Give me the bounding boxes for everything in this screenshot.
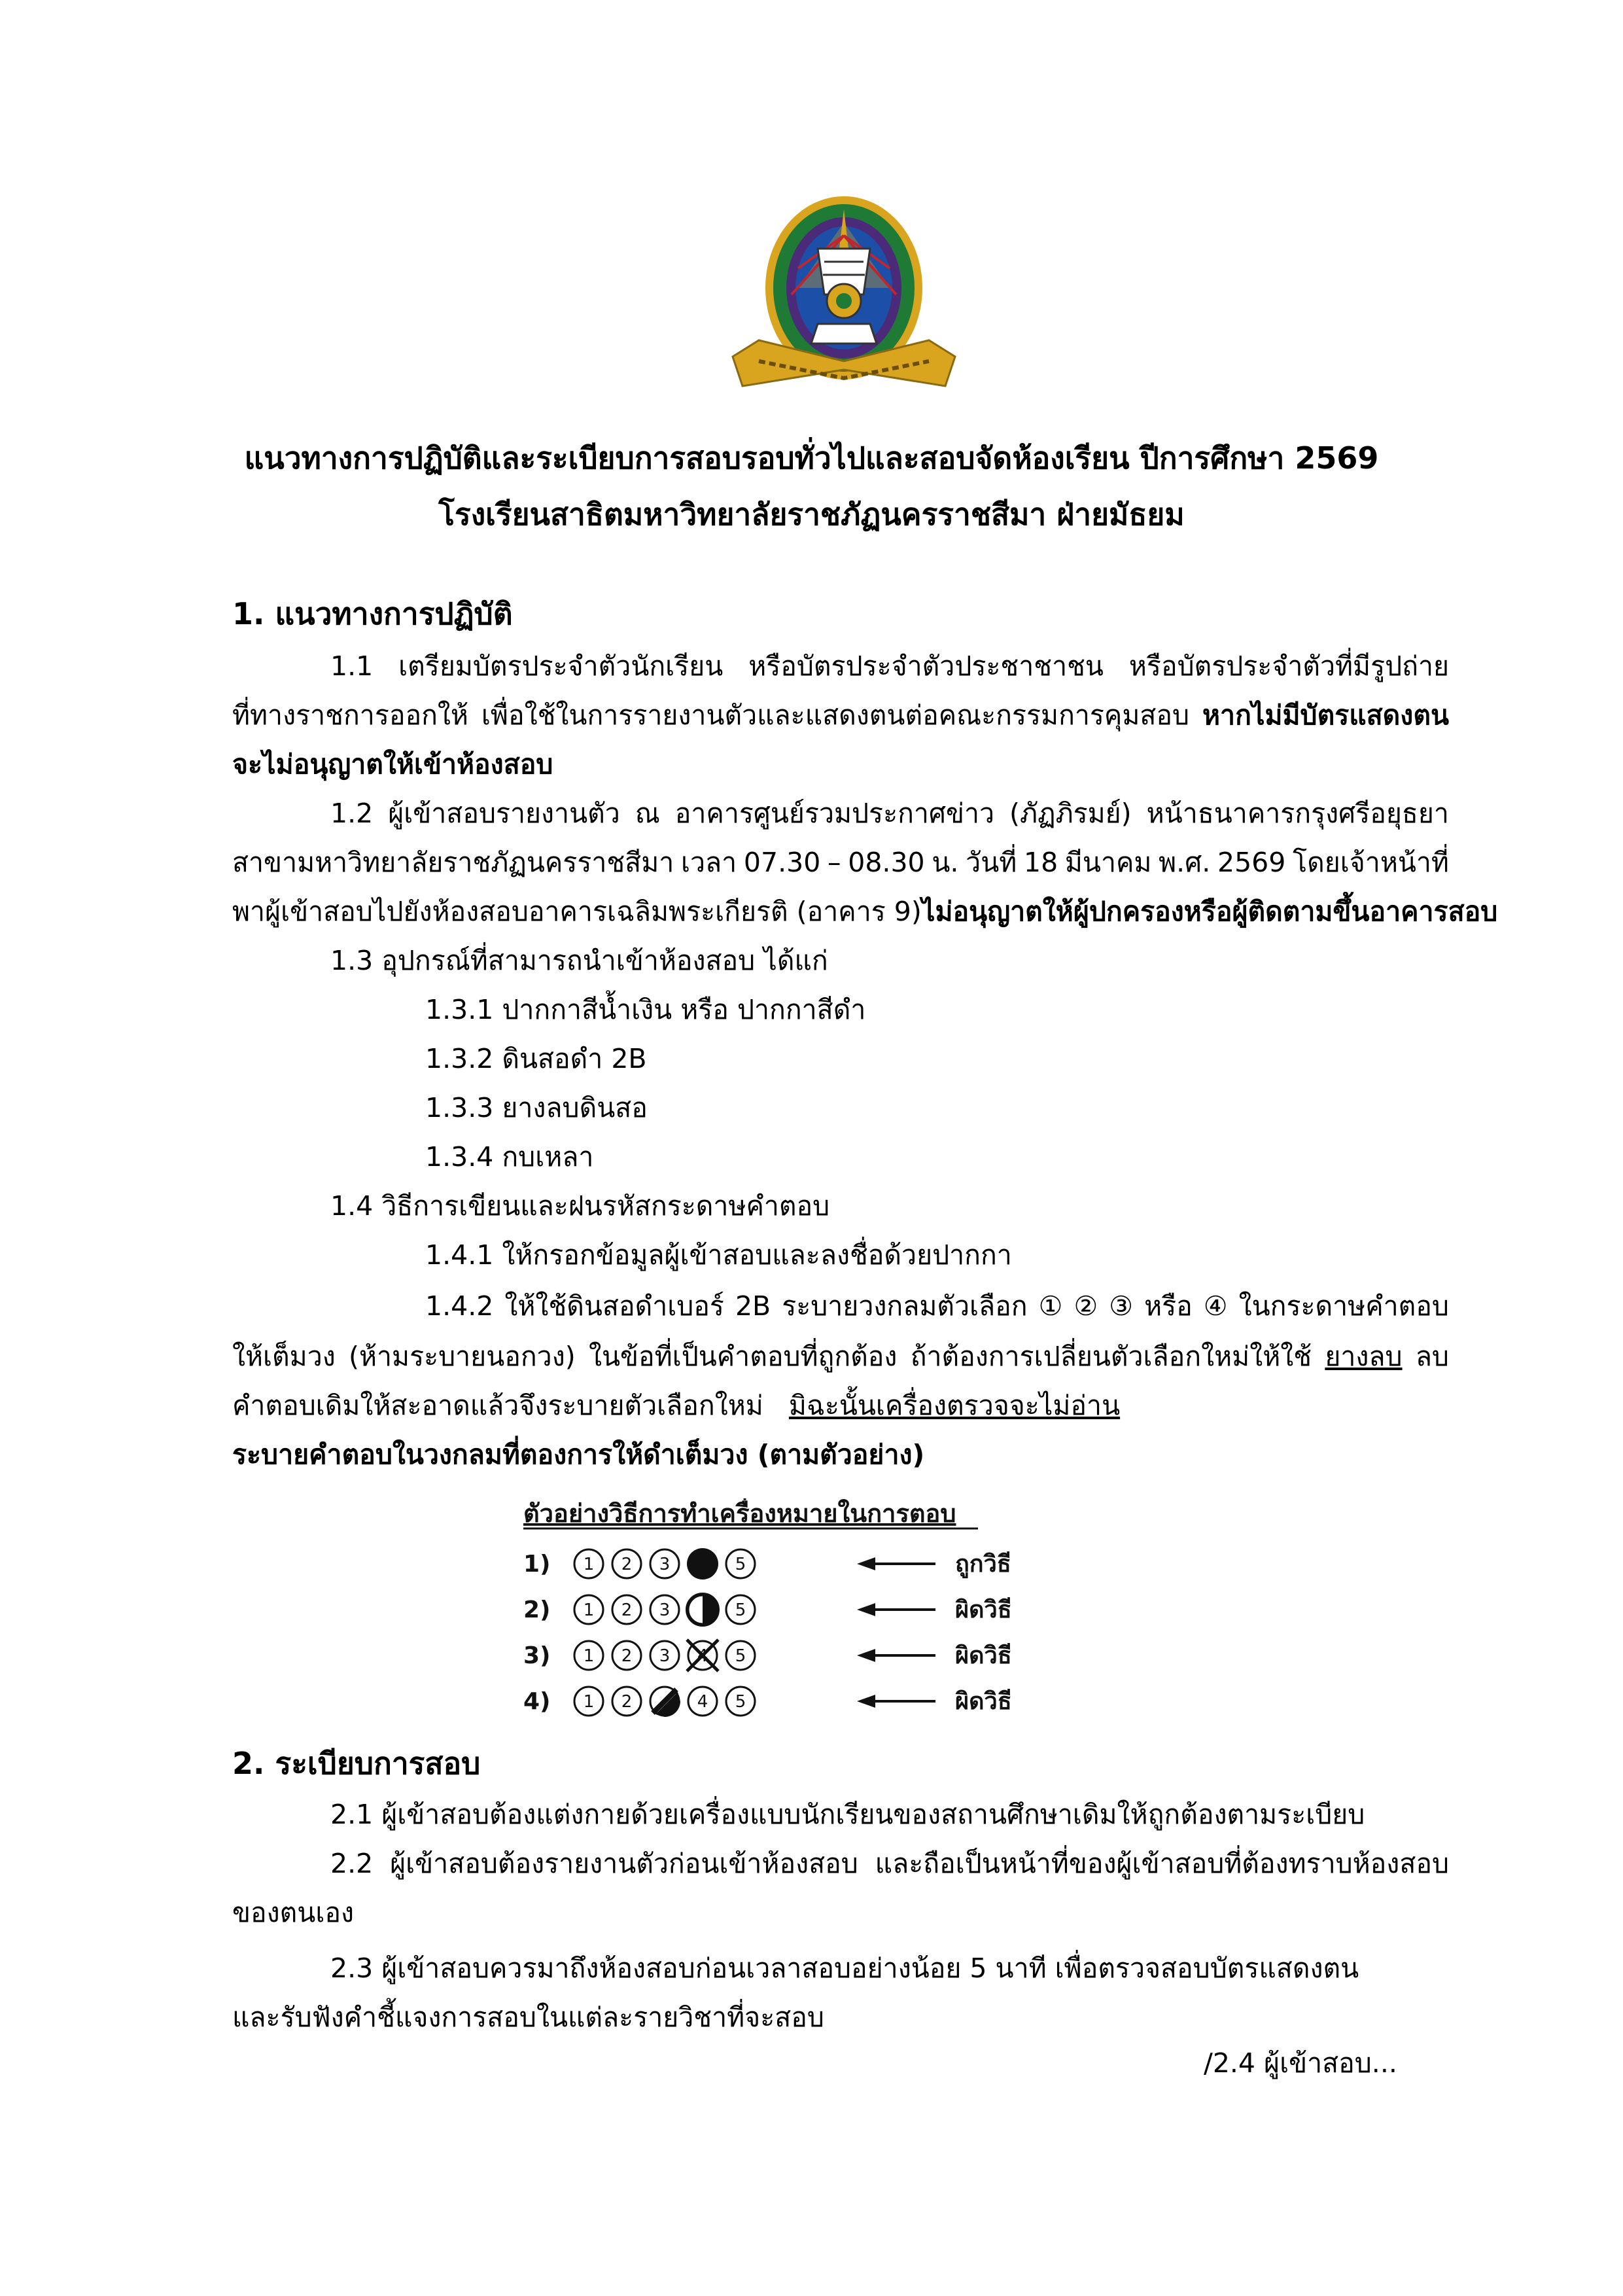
word: โดยเจ้าหน้าที่ (1293, 847, 1449, 878)
word: วันที่ (966, 847, 1017, 878)
university-seal-logo (720, 190, 968, 432)
word: เตรียมบัตรประจำตัวนักเรียน (398, 650, 724, 682)
bubble-number: 5 (735, 1600, 746, 1620)
word: 18 (1023, 847, 1058, 878)
word: พ.ศ. (1159, 847, 1211, 878)
word: ในกระดาษคำตอบ (1238, 1290, 1449, 1322)
arrow-left-icon (857, 1649, 875, 1662)
list-item-1-4-2-line-1 (425, 1288, 1449, 1324)
bubble-number: 4 (697, 1646, 708, 1666)
word: ผู้เข้าสอบรายงานตัว (388, 798, 620, 829)
word: (ภัฏภิรมย์) (1009, 798, 1132, 829)
word: 1.1 (330, 650, 374, 682)
word: หรือ (1144, 1290, 1193, 1322)
word: ให้ใช้ดินสอดำเบอร์ (504, 1290, 724, 1322)
word: 07.30 (743, 847, 821, 878)
word: 2.2 (330, 1848, 374, 1879)
circled-two-glyph: ② (1073, 1290, 1098, 1322)
word: น. (932, 847, 959, 878)
no-id-warning: หากไม่มีบัตรแสดงตน (1202, 699, 1449, 731)
continuation-marker: /2.4 ผู้เข้าสอบ... (1204, 2047, 1397, 2079)
example-verdict: ผิดวิธี (955, 1597, 1012, 1623)
section-2-heading: 2. ระเบียบการสอบ (232, 1746, 481, 1781)
bubble-number: 2 (621, 1600, 633, 1620)
bubble-number: 2 (621, 1692, 633, 1712)
word: ให้เต็มวง (232, 1341, 336, 1372)
scanner-warning-underlined: มิฉะนั้นเครื่องตรวจจะไม่อ่าน (788, 1390, 1121, 1421)
word: หรือบัตรประจำตัวที่มีรูปถ่าย (1128, 650, 1449, 682)
bubble-number: 5 (735, 1692, 746, 1712)
circled-four-glyph: ④ (1203, 1290, 1228, 1322)
example-title: ตัวอย่างวิธีการทำเครื่องหมายในการตอบ (523, 1499, 956, 1528)
example-verdict: ถูกวิธี (955, 1551, 1011, 1578)
paragraph-1-1-line-1 (330, 648, 1449, 684)
list-item-1-3-4: 1.3.4 กบเหลา (425, 1141, 594, 1173)
list-item-1-4-2-line-2 (232, 1338, 1449, 1375)
bubble-number: 2 (621, 1555, 633, 1574)
fill-circle-note: ระบายคำตอบในวงกลมที่ตองการให้ดำเต็มวง (ตามตัวอย่าง) (232, 1439, 925, 1470)
word: ลบ (1415, 1341, 1449, 1372)
word: 2B (735, 1290, 771, 1322)
word: – (828, 847, 841, 878)
paragraph-1-2-line-1 (330, 795, 1449, 832)
paragraph-1-1-line-3: จะไม่อนุญาตให้เข้าห้องสอบ (232, 749, 553, 780)
list-item-1-4-1: 1.4.1 ให้กรอกข้อมูลผู้เข้าสอบและลงชื่อด้วยปากกา (425, 1239, 1012, 1271)
paragraph-1-2-line-3 (232, 893, 1498, 930)
paragraph-1-2-line-2 (232, 844, 1449, 881)
bubble-number: 3 (659, 1646, 671, 1666)
example-row-label: 4) (523, 1688, 551, 1715)
word: (ห้ามระบายนอกวง) (349, 1341, 576, 1372)
word: 1.2 (330, 798, 374, 829)
word: 1.4.2 (425, 1290, 494, 1322)
half-filled-mark (703, 1594, 718, 1625)
example-verdict: ผิดวิธี (955, 1642, 1012, 1669)
bubble-number: 2 (621, 1646, 633, 1666)
rule-2-1: 2.1 ผู้เข้าสอบต้องแต่งกายด้วยเครื่องแบบนักเรียนของสถานศึกษาเดิมให้ถูกต้องตามระเบียบ (330, 1799, 1365, 1830)
rule-2-2-line-1 (330, 1845, 1449, 1882)
list-item-1-4-2-line-3 (232, 1387, 1120, 1424)
list-item-1-3-3: 1.3.3 ยางลบดินสอ (425, 1092, 648, 1123)
paragraph-1-3: 1.3 อุปกรณ์ที่สามารถนำเข้าห้องสอบ ได้แก่ (330, 945, 828, 976)
word: ที่ทางราชการออกให้ (232, 699, 468, 731)
circled-one-glyph: ① (1038, 1290, 1063, 1322)
list-item-1-3-1: 1.3.1 ปากกาสีน้ำเงิน หรือ ปากกาสีดำ (425, 994, 866, 1025)
document-title-line-1: แนวทางการปฏิบัติและระเบียบการสอบรอบทั่วไปและสอบจัดห้องเรียน ปีการศึกษา 2569 (244, 440, 1379, 476)
rule-2-3-line-2: และรับฟังคำชี้แจงการสอบในแต่ละรายวิชาที่จะสอบ (232, 2002, 824, 2033)
arrow-left-icon (857, 1695, 875, 1708)
word: ในข้อที่เป็นคำตอบที่ถูกต้อง (588, 1341, 898, 1372)
word: ณ (635, 798, 660, 829)
word: 2569 (1217, 847, 1286, 878)
bubble-number: 5 (735, 1555, 746, 1574)
bubble-number: 1 (583, 1600, 595, 1620)
bubble-number: 3 (659, 1600, 671, 1620)
bubble-number: 1 (583, 1646, 595, 1666)
clean-erase-text: คำตอบเดิมให้สะอาดแล้วจึงระบายตัวเลือกใหม่ (232, 1390, 763, 1421)
word: เพื่อใช้ในการรายงานตัวและแสดงตนต่อคณะกรรมการคุมสอบ (481, 699, 1190, 731)
marking-example-figure (517, 1498, 1053, 1734)
word: เวลา (681, 847, 737, 878)
filled-bubble-mark (687, 1548, 718, 1580)
bubble-number: 4 (697, 1692, 708, 1712)
list-item-1-3-2: 1.3.2 ดินสอดำ 2B (425, 1043, 647, 1074)
circled-three-glyph: ③ (1109, 1290, 1134, 1322)
example-row-label: 2) (523, 1597, 551, 1623)
word: อาคารศูนย์รวมประกาศข่าว (674, 798, 995, 829)
word: ผู้เข้าสอบต้องรายงานตัวก่อนเข้าห้องสอบ (390, 1848, 858, 1879)
example-row-label: 3) (523, 1642, 551, 1669)
word: สาขามหาวิทยาลัยราชภัฏนครราชสีมา (232, 847, 674, 878)
bubble-number: 3 (659, 1555, 671, 1574)
example-verdict: ผิดวิธี (955, 1688, 1012, 1715)
word: ระบายวงกลมตัวเลือก (782, 1290, 1028, 1322)
rule-2-3-line-1: 2.3 ผู้เข้าสอบควรมาถึงห้องสอบก่อนเวลาสอบอย่างน้อย 5 นาที เพื่อตรวจสอบบัตรแสดงตน (330, 1952, 1359, 1984)
word: มีนาคม (1064, 847, 1152, 878)
arrow-left-icon (857, 1603, 875, 1616)
section-1-heading: 1. แนวทางการปฏิบัติ (232, 596, 513, 631)
example-row-label: 1) (523, 1551, 551, 1578)
word: และถือเป็นหน้าที่ของผู้เข้าสอบที่ต้องทราบห้องสอบ (875, 1848, 1449, 1879)
word: 08.30 (848, 847, 925, 878)
word: ถ้าต้องการเปลี่ยนตัวเลือกใหม่ให้ใช้ (910, 1341, 1312, 1372)
arrow-left-icon (857, 1557, 875, 1570)
bubble-number: 1 (583, 1692, 595, 1712)
document-title-line-2: โรงเรียนสาธิตมหาวิทยาลัยราชภัฏนครราชสีมา ฝ่ายมัธยม (438, 497, 1185, 532)
rule-2-2-line-2: ของตนเอง (232, 1897, 354, 1928)
no-guardians-warning: ไม่อนุญาตให้ผู้ปกครองหรือผู้ติดตามขึ้นอาคารสอบ (921, 896, 1498, 927)
bubble-number: 1 (583, 1555, 595, 1574)
word: หรือบัตรประจำตัวประชาชาชน (748, 650, 1104, 682)
eraser-underlined: ยางลบ (1325, 1341, 1403, 1372)
example-rows (523, 1548, 1012, 1717)
word: หน้าธนาคารกรุงศรีอยุธยา (1146, 798, 1449, 829)
paragraph-1-1-line-2 (232, 697, 1449, 733)
exam-building-text: พาผู้เข้าสอบไปยังห้องสอบอาคารเฉลิมพระเกียรติ (อาคาร 9) (232, 896, 922, 927)
paragraph-1-4: 1.4 วิธีการเขียนและฝนรหัสกระดาษคำตอบ (330, 1190, 830, 1222)
bubble-number: 5 (735, 1646, 746, 1666)
